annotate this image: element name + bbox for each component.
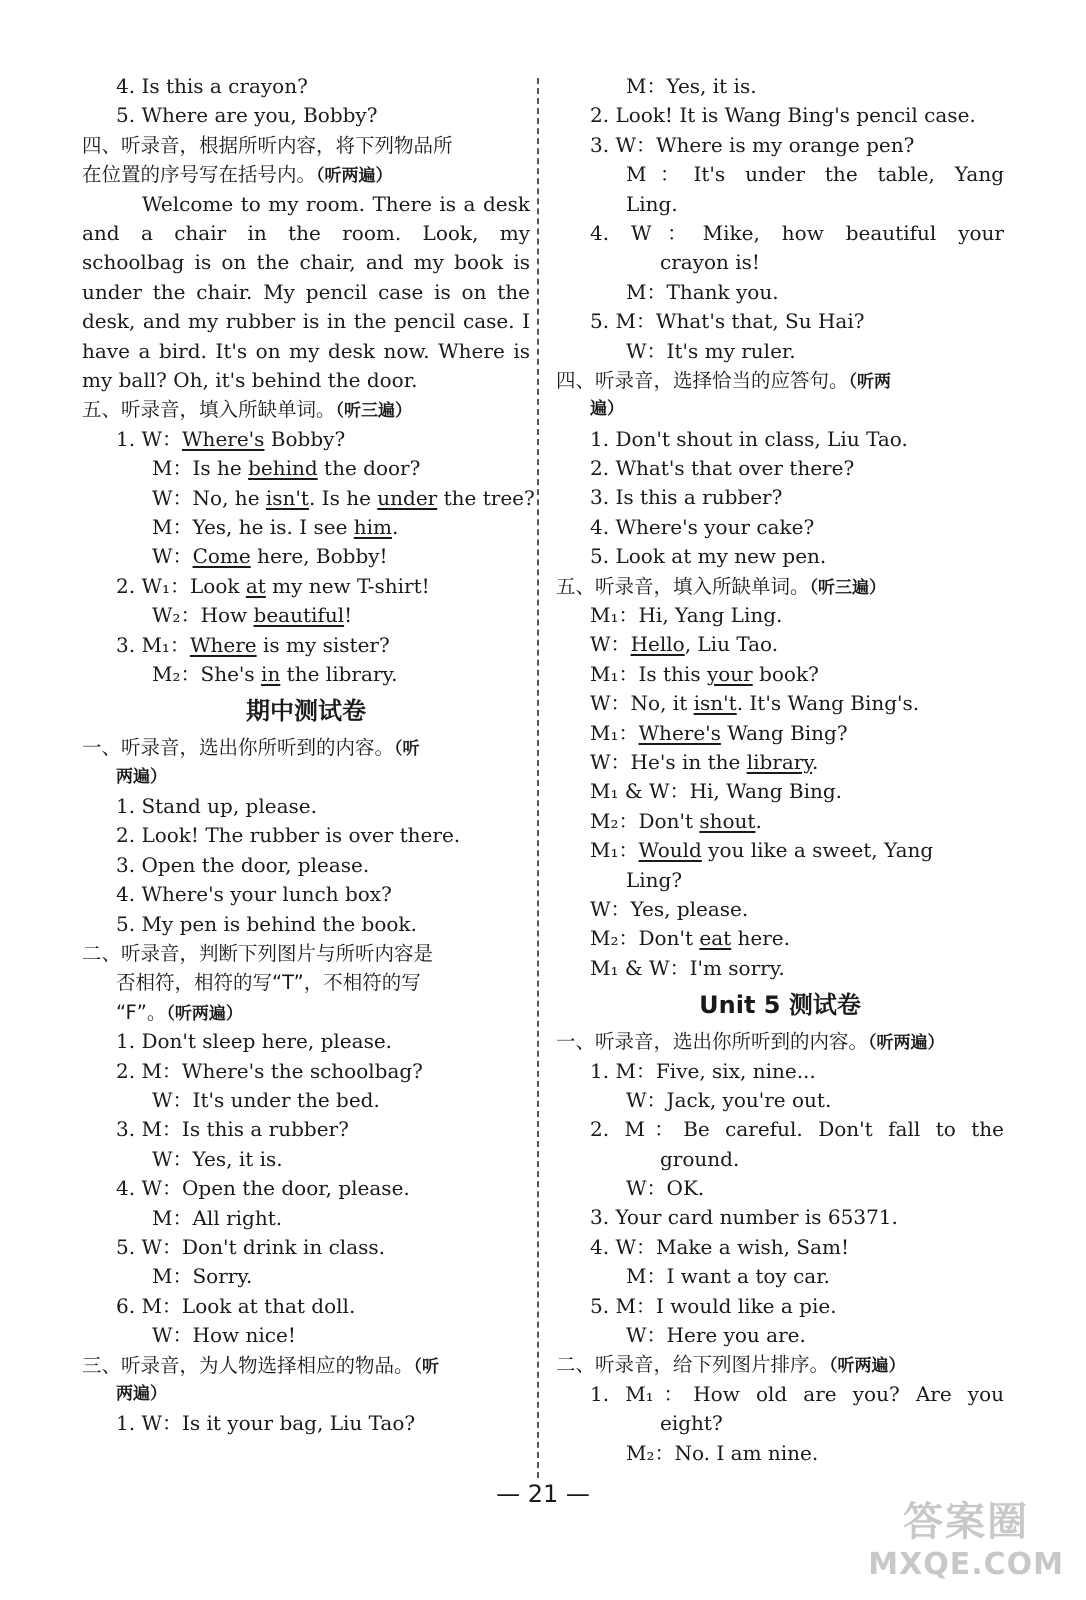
- question-line: 6. M：Look at that doll.: [116, 1293, 356, 1318]
- listen-hint: （听两遍）: [166, 1003, 243, 1024]
- dialogue-line: 5. M：I would like a pie.: [590, 1293, 837, 1318]
- answer-word: Where's: [182, 426, 265, 451]
- answer-word: isn't: [693, 691, 737, 716]
- dialogue-line: 3. M₁：Where is my sister?: [116, 632, 390, 657]
- dialogue-line: M₁ & W：Hi, Wang Bing.: [590, 779, 843, 804]
- dialogue-line: Ling?: [626, 867, 683, 892]
- dialogue-line: ground.: [660, 1146, 740, 1171]
- dialogue-line: W：He's in the library.: [590, 749, 819, 774]
- question-line: W：How nice!: [152, 1323, 296, 1348]
- left-column: [82, 72, 535, 1439]
- dialogue-line: 4. W：Mike, how beautiful your: [590, 220, 1004, 245]
- question-line: 3. Open the door, please.: [116, 852, 370, 877]
- question-line: 2. What's that over there?: [590, 456, 855, 481]
- dialogue-line: crayon is!: [660, 250, 760, 275]
- question-line: W：Yes, it is.: [152, 1146, 283, 1171]
- listen-hint: （听三遍）: [809, 577, 887, 598]
- section-heading: 一、听录音，选出你所听到的内容。（听: [82, 736, 420, 760]
- dialogue-line: Ling.: [626, 191, 678, 216]
- listen-hint: （听两遍）: [829, 1356, 906, 1377]
- dialogue-line: W：Hello, Liu Tao.: [590, 632, 779, 657]
- answer-word: your: [706, 661, 753, 686]
- listen-hint: （听两遍）: [868, 1033, 945, 1054]
- section-heading: 三、听录音，为人物选择相应的物品。（听: [82, 1353, 440, 1377]
- dialogue-line: 5. M：What's that, Su Hai?: [590, 309, 865, 334]
- dialogue-line: M₂：Don't shout.: [590, 808, 762, 833]
- question-line: 3. Is this a rubber?: [590, 485, 783, 510]
- dialogue-line: M₁：Would you like a sweet, Yang: [590, 838, 934, 863]
- left-line: 4. Is this a crayon?: [116, 74, 308, 98]
- dialogue-line: W：It's my ruler.: [626, 338, 796, 363]
- answer-word: behind: [248, 456, 318, 481]
- question-line: 5. W：Don't drink in class.: [116, 1234, 386, 1259]
- dialogue-line: W：No, it isn't. It's Wang Bing's.: [590, 691, 920, 716]
- dialogue-line: M₁ & W：I'm sorry.: [590, 955, 785, 980]
- question-line: 2. Look! The rubber is over there.: [116, 823, 461, 848]
- section-heading: 一、听录音，选出你所听到的内容。（听两遍）: [556, 1030, 945, 1054]
- dialogue-line: 2. Look! It is Wang Bing's pencil case.: [590, 103, 976, 128]
- question-line: 4. W：Open the door, please.: [116, 1176, 410, 1201]
- answer-word: isn't: [265, 485, 309, 510]
- question-line: 3. M：Is this a rubber?: [116, 1117, 349, 1142]
- dialogue-line: 1. M：Five, six, nine...: [590, 1058, 816, 1083]
- column-divider: [537, 78, 539, 1478]
- section-heading: 四、听录音，根据所听内容，将下列物品所: [82, 133, 453, 157]
- dialogue-line: 3. W：Where is my orange pen?: [590, 132, 915, 157]
- dialogue-line: W：Yes, please.: [590, 896, 749, 921]
- dialogue-line: W：Come here, Bobby!: [152, 544, 388, 569]
- dialogue-line: M：Is he behind the door?: [152, 456, 421, 481]
- dialogue-line: M：Yes, it is.: [626, 74, 757, 98]
- question-line: 5. My pen is behind the book.: [116, 911, 417, 936]
- answer-word: library: [746, 749, 812, 774]
- dialogue-line: 1. M₁：How old are you? Are you: [590, 1381, 1004, 1406]
- dialogue-line: 1. W：Where's Bobby?: [116, 426, 346, 451]
- answer-word: Where: [189, 632, 257, 657]
- unit-title: Unit 5 测试卷: [699, 991, 861, 1020]
- watermark-logo: [868, 1490, 1064, 1582]
- dialogue-line: M₁：Where's Wang Bing?: [590, 720, 848, 745]
- answer-word: him: [353, 514, 393, 539]
- section-heading-cont: 否相符，相符的写“T”，不相符的写: [116, 971, 421, 995]
- question-line: 1. Stand up, please.: [116, 794, 317, 819]
- section-heading: 二、听录音，给下列图片排序。（听两遍）: [556, 1353, 906, 1377]
- section-heading: 二、听录音，判断下列图片与所听内容是: [82, 942, 434, 966]
- dialogue-line: 2. W₁：Look at my new T-shirt!: [116, 573, 430, 598]
- passage: Welcome to my room. There is a desk and a chair in the room. Look, my schoolbag is on the chair, and my book is under the chair. My pencil case is on the desk, and my rubber is in the pencil case. I have a bird. It's on my desk now. Where is my ball? Oh, it's behind the door.: [82, 191, 530, 392]
- dialogue-line: 2. M：Be careful. Don't fall to the: [590, 1117, 1004, 1142]
- answer-word: eat: [699, 926, 732, 951]
- listen-hint: （听两遍）: [316, 166, 393, 187]
- answer-word: under: [377, 485, 438, 510]
- answer-word: Where's: [638, 720, 721, 745]
- question-line: 2. M：Where's the schoolbag?: [116, 1058, 423, 1083]
- answer-word: shout: [699, 808, 756, 833]
- left-line: 5. Where are you, Bobby?: [116, 103, 378, 128]
- dialogue-line: W：No, he isn't. Is he under the tree?: [152, 485, 535, 510]
- listen-hint: 两遍）: [116, 1383, 167, 1404]
- dialogue-line: M₂：Don't eat here.: [590, 926, 790, 951]
- listen-hint: （听三遍）: [335, 401, 413, 422]
- page-number: — 21 —: [496, 1480, 590, 1508]
- dialogue-line: eight?: [660, 1411, 723, 1436]
- dialogue-line: 3. Your card number is 65371.: [590, 1205, 898, 1230]
- dialogue-line: 4. W：Make a wish, Sam!: [590, 1234, 849, 1259]
- question-line: 4. Where's your lunch box?: [116, 882, 392, 907]
- right-column: [556, 72, 1004, 1468]
- dialogue-line: W：Here you are.: [626, 1323, 806, 1348]
- dialogue-line: M₂：She's in the library.: [152, 661, 398, 686]
- answer-word: Would: [638, 838, 702, 863]
- section-heading: 四、听录音，选择恰当的应答句。（听两: [556, 368, 892, 392]
- dialogue-line: M₂：No. I am nine.: [626, 1440, 819, 1465]
- question-line: 5. Look at my new pen.: [590, 544, 827, 569]
- dialogue-line: M₁：Hi, Yang Ling.: [590, 603, 783, 628]
- question-line: 1. Don't shout in class, Liu Tao.: [590, 426, 908, 451]
- listen-hint: 遍）: [590, 399, 624, 420]
- question-line: 4. Where's your cake?: [590, 514, 815, 539]
- question-line: W：It's under the bed.: [152, 1088, 380, 1112]
- answer-word: in: [261, 661, 281, 686]
- dialogue-line: M：I want a toy car.: [626, 1264, 830, 1289]
- dialogue-line: M：It's under the table, Yang: [626, 162, 1004, 187]
- answer-word: Hello: [630, 632, 685, 657]
- question-line: 1. Don't sleep here, please.: [116, 1029, 393, 1054]
- midterm-title: 期中测试卷: [246, 697, 366, 726]
- section-heading-cont: 在位置的序号写在括号内。（听两遍）: [82, 163, 393, 187]
- question-line: M：All right.: [152, 1205, 283, 1230]
- dialogue-line: M：Yes, he is. I see him.: [152, 514, 399, 539]
- answer-word: Come: [192, 544, 251, 569]
- section-heading: 五、听录音，填入所缺单词。（听三遍）: [556, 574, 887, 598]
- watermark-line1: 答案圈: [903, 1499, 1030, 1545]
- question-line: 1. W：Is it your bag, Liu Tao?: [116, 1411, 416, 1436]
- dialogue-line: W：OK.: [626, 1176, 705, 1201]
- dialogue-line: M₁：Is this your book?: [590, 661, 819, 686]
- section-heading-cont: “F”。（听两遍）: [116, 1000, 243, 1024]
- dialogue-line: W：Jack, you're out.: [626, 1087, 832, 1112]
- watermark-line2: MXQE.COM: [868, 1547, 1064, 1582]
- dialogue-line: W₂：How beautiful!: [152, 603, 353, 628]
- answer-word: beautiful: [253, 603, 345, 628]
- listen-hint: 两遍）: [116, 766, 167, 787]
- dialogue-line: M：Thank you.: [626, 279, 779, 304]
- section-heading: 五、听录音，填入所缺单词。（听三遍）: [82, 398, 413, 422]
- answer-word: at: [245, 573, 266, 598]
- question-line: M：Sorry.: [152, 1264, 253, 1289]
